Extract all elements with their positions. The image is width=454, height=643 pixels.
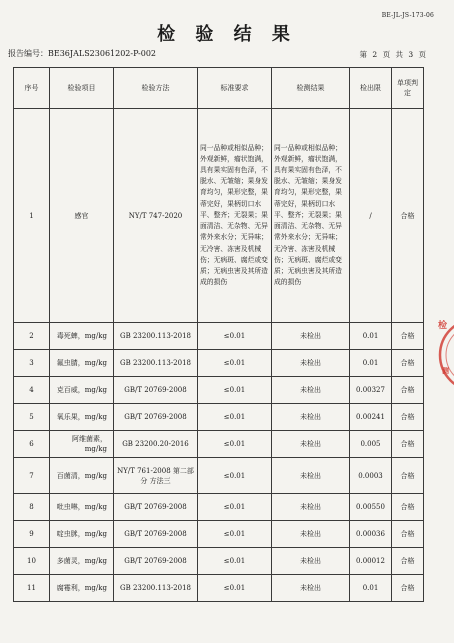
row-no: 4 <box>14 377 50 404</box>
row-lod: 0.00550 <box>350 494 392 521</box>
row-result: 未检出 <box>272 494 350 521</box>
row-requirement: ≤0.01 <box>198 377 272 404</box>
table-row <box>14 494 424 521</box>
table-row <box>14 431 424 458</box>
row-method: GB 23200.113-2018 <box>114 323 198 350</box>
row-item: 克百威，mg/kg <box>50 377 114 404</box>
row-no: 1 <box>14 109 50 323</box>
row-no: 5 <box>14 404 50 431</box>
row-no: 7 <box>14 458 50 494</box>
row-method: GB/T 20769-2008 <box>114 521 198 548</box>
row-requirement: ≤0.01 <box>198 494 272 521</box>
document-id: BE-JL-JS-173-06 <box>381 12 434 19</box>
col-header-verdict: 单项判定 <box>392 68 424 109</box>
row-method: NY/T 747-2020 <box>114 109 198 323</box>
row-verdict: 合格 <box>392 458 424 494</box>
table-row <box>14 458 424 494</box>
row-no: 10 <box>14 548 50 575</box>
row-no: 2 <box>14 323 50 350</box>
row-method: GB/T 20769-2008 <box>114 494 198 521</box>
table-row <box>14 575 424 602</box>
row-lod: 0.00327 <box>350 377 392 404</box>
row-verdict: 合格 <box>392 431 424 458</box>
row-no: 3 <box>14 350 50 377</box>
row-item: 氟虫腈，mg/kg <box>50 350 114 377</box>
row-lod: 0.00012 <box>350 548 392 575</box>
row-lod: 0.00241 <box>350 404 392 431</box>
row-result: 未检出 <box>272 431 350 458</box>
row-requirement: ≤0.01 <box>198 404 272 431</box>
row-item: 啶虫脒，mg/kg <box>50 521 114 548</box>
col-header-lod: 检出限 <box>350 68 392 109</box>
col-header-result: 检测结果 <box>272 68 350 109</box>
row-item: 多菌灵，mg/kg <box>50 548 114 575</box>
row-item: 毒死蜱，mg/kg <box>50 323 114 350</box>
row-result: 未检出 <box>272 377 350 404</box>
row-result: 未检出 <box>272 521 350 548</box>
row-requirement: ≤0.01 <box>198 350 272 377</box>
row-method: GB/T 20769-2008 <box>114 377 198 404</box>
table-row <box>14 404 424 431</box>
page-indicator: 第 2 页 共 3 页 <box>359 50 426 59</box>
col-header-requirement: 标准要求 <box>198 68 272 109</box>
table-row <box>14 521 424 548</box>
row-result: 未检出 <box>272 458 350 494</box>
table-row <box>14 109 424 323</box>
row-requirement: ≤0.01 <box>198 575 272 602</box>
row-method: GB 23200.113-2018 <box>114 350 198 377</box>
col-header-no: 序号 <box>14 68 50 109</box>
row-result: 未检出 <box>272 350 350 377</box>
row-lod: / <box>350 109 392 323</box>
row-lod: 0.01 <box>350 350 392 377</box>
row-result: 未检出 <box>272 575 350 602</box>
row-lod: 0.01 <box>350 323 392 350</box>
row-verdict: 合格 <box>392 350 424 377</box>
row-verdict: 合格 <box>392 404 424 431</box>
row-requirement: 同一品种或相似品种；外观新鲜，瘤状饱满，具有果实固有色泽，不脱水、无皱缩；果身发育均匀，果形完整，果蒂完好，果柄切口水平、整齐；无裂果；果面清洁、无杂物、无异常外来水分；无异味；无冷害、冻害及机械伤；无病斑、腐烂或变质；无病虫害及其所造成的损伤 <box>198 109 272 323</box>
row-lod: 0.01 <box>350 575 392 602</box>
table-row <box>14 350 424 377</box>
row-item: 腐霉利，mg/kg <box>50 575 114 602</box>
row-no: 6 <box>14 431 50 458</box>
row-requirement: ≤0.01 <box>198 521 272 548</box>
row-lod: 0.0003 <box>350 458 392 494</box>
row-no: 9 <box>14 521 50 548</box>
table-row <box>14 377 424 404</box>
row-requirement: ≤0.01 <box>198 548 272 575</box>
results-table <box>13 67 424 602</box>
row-item: 感官 <box>50 109 114 323</box>
row-no: 8 <box>14 494 50 521</box>
table-row <box>14 323 424 350</box>
row-verdict: 合格 <box>392 377 424 404</box>
table-header-row <box>14 68 424 109</box>
row-item: 百菌清，mg/kg <box>50 458 114 494</box>
row-item: 阿维菌素，mg/kg <box>50 431 114 458</box>
row-method: GB 23200.113-2018 <box>114 575 198 602</box>
row-result: 未检出 <box>272 404 350 431</box>
col-header-method: 检验方法 <box>114 68 198 109</box>
row-verdict: 合格 <box>392 323 424 350</box>
row-result: 未检出 <box>272 548 350 575</box>
row-verdict: 合格 <box>392 109 424 323</box>
row-result: 同一品种或相似品种；外观新鲜，瘤状饱满，具有果实固有色泽，不脱水、无皱缩；果身发育均匀，果形完整，果蒂完好，果柄切口水平、整齐；无裂果；果面清洁、无杂物、无异常外来水分；无异味；无冷害、冻害及机械伤；无病斑、腐烂或变质；无病虫害及其所造成的损伤 <box>272 109 350 323</box>
report-number: 报告编号：BE36JALS23061202-P-002 <box>8 49 157 58</box>
row-method: GB 23200.20-2016 <box>114 431 198 458</box>
row-method: NY/T 761-2008 第二部分 方法三 <box>114 458 198 494</box>
row-lod: 0.00036 <box>350 521 392 548</box>
row-requirement: ≤0.01 <box>198 431 272 458</box>
row-requirement: ≤0.01 <box>198 458 272 494</box>
row-lod: 0.005 <box>350 431 392 458</box>
row-verdict: 合格 <box>392 548 424 575</box>
row-result: 未检出 <box>272 323 350 350</box>
row-method: GB/T 20769-2008 <box>114 404 198 431</box>
row-requirement: ≤0.01 <box>198 323 272 350</box>
col-header-item: 检验项目 <box>50 68 114 109</box>
stamp-mark: 检 测 <box>436 310 454 420</box>
row-method: GB/T 20769-2008 <box>114 548 198 575</box>
row-verdict: 合格 <box>392 575 424 602</box>
page-title: 检 验 结 果 <box>157 24 297 45</box>
row-item: 氧乐果，mg/kg <box>50 404 114 431</box>
row-verdict: 合格 <box>392 521 424 548</box>
row-no: 11 <box>14 575 50 602</box>
table-row <box>14 548 424 575</box>
row-verdict: 合格 <box>392 494 424 521</box>
row-item: 吡虫啉，mg/kg <box>50 494 114 521</box>
